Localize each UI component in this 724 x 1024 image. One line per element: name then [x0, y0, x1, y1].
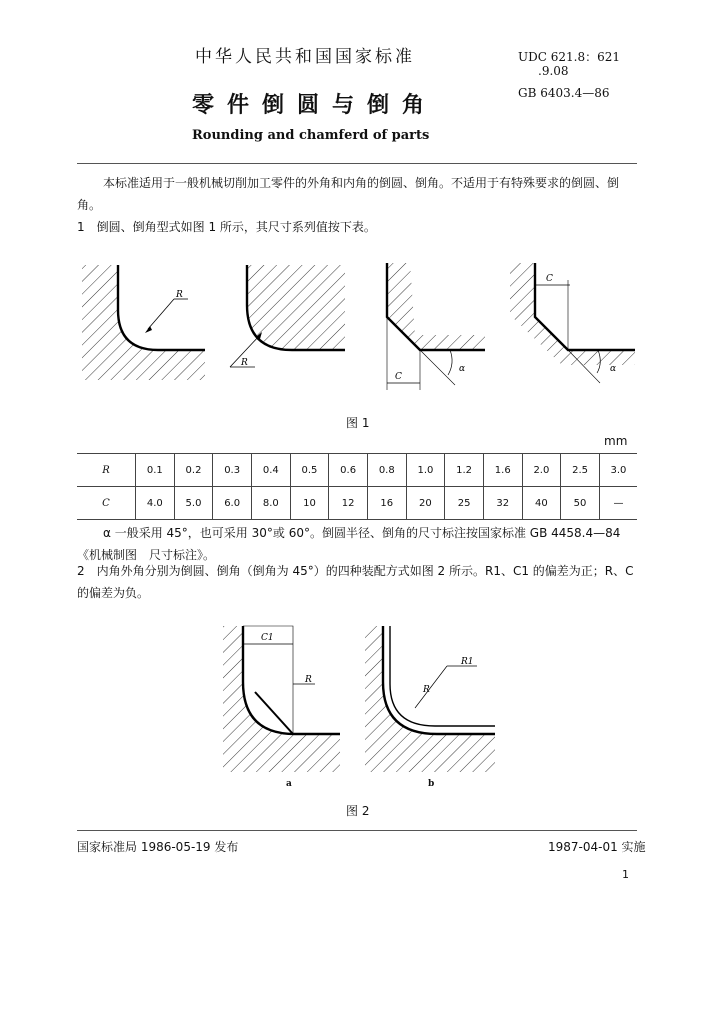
table-cell: 1.2 [445, 454, 484, 487]
table-cell: 0.5 [290, 454, 329, 487]
fig1-alpha2-label: α [610, 364, 617, 374]
table-cell: 3.0 [599, 454, 637, 487]
fig1-r2-label: R [241, 358, 248, 368]
table-cell: 1.6 [483, 454, 522, 487]
page-number: 1 [622, 868, 629, 881]
fig1-outer-round [82, 265, 205, 380]
fig2a-c1-label: C1 [261, 633, 274, 643]
table-row-r [77, 454, 637, 487]
row-label: R [77, 454, 136, 487]
fig2b-assembly [365, 626, 495, 772]
table-cell: 0.1 [136, 454, 175, 487]
fig1-inner-round [230, 265, 345, 368]
table-cell: 1.0 [406, 454, 445, 487]
clause-2: 2 内角外角分别为倒圆、倒角（倒角为 45°）的四种装配方式如图 2 所示。R1、C1 的偏差为正；R、C 的偏差为负。 [77, 564, 634, 600]
issuing-body: 中华人民共和国国家标准 [195, 47, 415, 67]
table-cell: 10 [290, 487, 329, 520]
unit-label: mm [604, 434, 628, 448]
figure-2-caption: 图 2 [346, 804, 370, 818]
table-cell: 20 [406, 487, 445, 520]
fig1-c-label: C [395, 372, 402, 382]
figure-2a-label: a [286, 779, 292, 789]
table-cell: 32 [483, 487, 522, 520]
table-cell: 4.0 [136, 487, 175, 520]
table-cell: 2.0 [522, 454, 561, 487]
table-cell: 0.4 [251, 454, 290, 487]
standard-number: GB 6403.4—86 [518, 86, 610, 100]
table-cell: 5.0 [174, 487, 213, 520]
footer-rule [77, 830, 637, 831]
table-cell: 0.2 [174, 454, 213, 487]
fig1-c2-label: C [546, 274, 553, 284]
published-date: 国家标准局 1986-05-19 发布 [77, 840, 239, 854]
row-label: C [77, 487, 136, 520]
implementation-date: 1987-04-01 实施 [548, 840, 646, 854]
fig1-alpha-label: α [459, 364, 466, 374]
table-cell: 2.5 [561, 454, 600, 487]
fig1-outer-chamfer [387, 263, 485, 390]
clause-1: 1 倒圆、倒角型式如图 1 所示，其尺寸系列值按下表。 [77, 220, 376, 234]
table-cell: 0.3 [213, 454, 252, 487]
table-cell: 25 [445, 487, 484, 520]
table-cell: 6.0 [213, 487, 252, 520]
table-cell: 8.0 [251, 487, 290, 520]
header-rule [77, 163, 637, 164]
table-cell: 0.6 [329, 454, 368, 487]
document-title: 零件倒圆与倒角 [192, 93, 438, 118]
english-title: Rounding and chamferd of parts [192, 128, 430, 143]
table-cell: 40 [522, 487, 561, 520]
figure-1 [70, 255, 650, 395]
figure-1-caption: 图 1 [346, 416, 370, 430]
fig1-r-label: R [176, 290, 183, 300]
table-cell: 50 [561, 487, 600, 520]
udc-code: UDC 621.8：621 [518, 50, 620, 64]
fig2b-r1-label: R1 [461, 657, 474, 667]
fig2a-assembly [223, 626, 340, 772]
udc-code-continued: .9.08 [538, 64, 569, 78]
table-cell: 12 [329, 487, 368, 520]
table-cell: — [599, 487, 637, 520]
figure-2 [215, 622, 515, 782]
scope-paragraph: 本标准适用于一般机械切削加工零件的外角和内角的倒圆、倒角。不适用于有特殊要求的倒圆、倒角。 [77, 176, 620, 212]
table-cell: 0.8 [367, 454, 406, 487]
fig1-inner-chamfer [510, 263, 635, 383]
alpha-note: α 一般采用 45°，也可采用 30°或 60°。倒圆半径、倒角的尺寸标注按国家标准 GB 4458.4—84《机械制图 尺寸标注》。 [77, 526, 621, 562]
fig2b-r-label: R [423, 685, 430, 695]
fig2a-r-label: R [305, 675, 312, 685]
figure-2b-label: b [428, 779, 435, 789]
table-cell: 16 [367, 487, 406, 520]
dimension-table [77, 453, 637, 520]
table-row-c [77, 487, 637, 520]
